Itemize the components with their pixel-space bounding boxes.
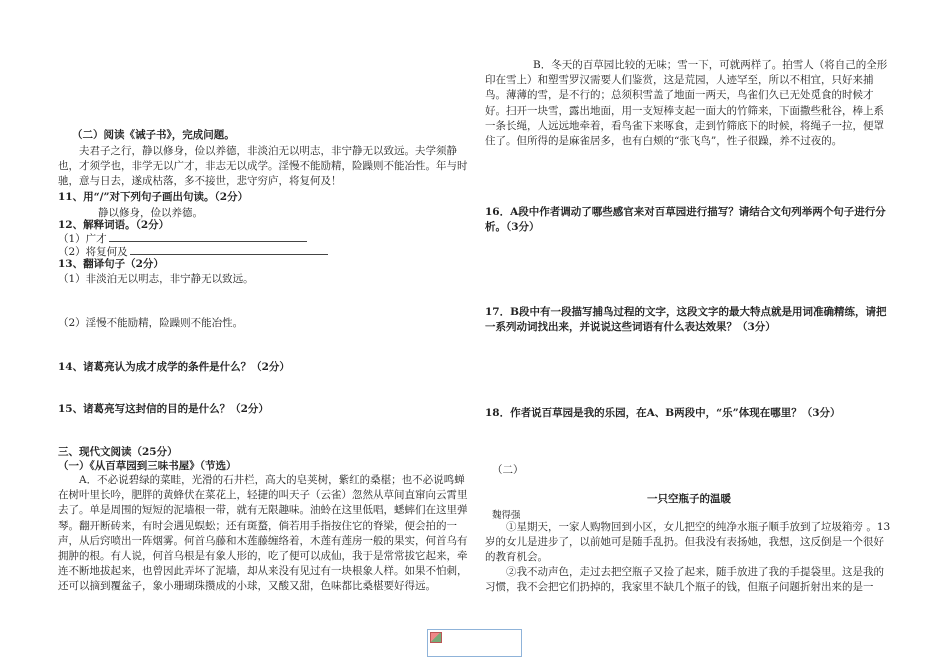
answer-line[interactable] (109, 231, 307, 242)
story-paragraph-1: ①星期天，一家人购物回到小区，女儿把空的纯净水瓶子顺手放到了垃圾箱旁 。13岁的女儿是进步了，以前她可是随手乱扔。但我没有表扬她，我想，这反倒是一个很好的教育机会。 (485, 521, 891, 564)
passage-jiezishu: 夫君子之行，静以修身，俭以养德，非淡泊无以明志，非宁静无以致远。夫学须静也，才须学也，非学无以广才，非志无以成学。淫慢不能励精，险躁则不能冶性。年与时驰，意与日去，遂成枯落，多不接世，悲守穷庐，将复何及！ (58, 145, 468, 188)
passage-baicaoyuan-b: B．冬天的百草园比较的无味；雪一下，可就两样了。拍雪人（将自己的全形印在雪上）和塑雪罗汉需要人们鉴赏，这是荒园，人迹罕至，所以不相宜，只好来捕鸟。薄薄的雪，是不行的；总须积雪盖了地面一两天，鸟雀们久已无处觅食的时候才好。扫开一块雪，露出地面，用一支短棒支起一面大的竹筛来，下面撒些秕谷，棒上系一条长绳，人远远地牵着，看鸟雀下来啄食，走到竹筛底下的时候，将绳子一拉，便罩住了。但所得的是麻雀居多，也有白颊的“张飞鸟”，性子很躁，养不过夜的。 (485, 59, 888, 148)
passage-baicaoyuan-a: A．不必说碧绿的菜畦，光滑的石井栏，高大的皂荚树，紫红的桑椹；也不必说鸣蝉在树叶里长吟，肥胖的黄蜂伏在菜花上，轻捷的叫天子（云雀）忽然从草间直窜向云霄里去了。单是周围的短短的泥墙根一带，就有无限趣味。油蛉在这里低唱，蟋蟀们在这里弹琴。翻开断砖来，有时会遇见蜈蚣；还有斑蝥，倘若用手指按住它的脊梁，便会拍的一声，从后窍喷出一阵烟雾。何首乌藤和木莲藤缠络着，木莲有莲房一般的果实，何首乌有拥肿的根。有人说，何首乌根是有象人形的，吃了便可以成仙，我于是常常拔它起来，牵连不断地拔起来，也曾因此弄坏了泥墙，却从来没有见过有一块根象人样。如果不怕刺，还可以摘到覆盆子，象小珊瑚珠攒成的小球，又酸又甜，色味都比桑椹要好得远。 (58, 474, 468, 593)
section-two-heading: （二） (492, 464, 524, 476)
section-3-title: 三、现代文阅读（25分） (58, 446, 178, 458)
question-18: 18．作者说百草园是我的乐园，在A、B两段中，“乐”体现在哪里？（3分） (485, 407, 841, 419)
question-12-b-label: （2）将复何及 (58, 246, 128, 258)
question-13: 13、翻译句子（2分） (58, 258, 164, 270)
question-12-a-label: （1）广才 (58, 233, 107, 245)
question-14: 14、诸葛亮认为成才成学的条件是什么？（2分） (58, 361, 290, 373)
question-15: 15、诸葛亮写这封信的目的是什么？（2分） (58, 403, 269, 415)
question-16: 16．A段中作者调动了哪些感官来对百草园进行描写？请结合文句列举两个句子进行分析。（3分） (485, 206, 886, 234)
story-paragraph-2: ②我不动声色，走过去把空瓶子又捡了起来，随手放进了我的手提袋里。这是我的习惯，我不会把它们扔掉的，我家里不缺几个瓶子的钱，但瓶子问题折射出来的是一 (485, 566, 884, 594)
section-2-title: （二）阅读《诫子书》，完成问题。 (72, 129, 235, 141)
question-13-b: （2）淫慢不能励精，险躁则不能冶性。 (58, 317, 244, 329)
question-17: 17．B段中有一段描写捕鸟过程的文字，这段文字的最大特点就是用词准确精练，请把一系列动词找出来，并说说这些词语有什么表达效果？（3分） (485, 306, 887, 334)
broken-image-icon (430, 632, 442, 643)
section-3-subtitle: （一）《从百草园到三味书屋》（节选） (58, 460, 237, 472)
question-11: 11、用“/”对下列句子画出句读。（2分） (58, 191, 249, 203)
question-11-sentence: 静以修身，俭以养德。 (98, 207, 203, 219)
question-13-a: （1）非淡泊无以明志，非宁静无以致远。 (58, 273, 254, 285)
broken-image-placeholder (427, 629, 522, 657)
answer-line[interactable] (130, 244, 328, 255)
question-12: 12、解释词语。（2分） (58, 219, 170, 231)
story-author: 魏得强 (492, 510, 521, 521)
story-title: 一只空瓶子的温暖 (647, 493, 731, 505)
